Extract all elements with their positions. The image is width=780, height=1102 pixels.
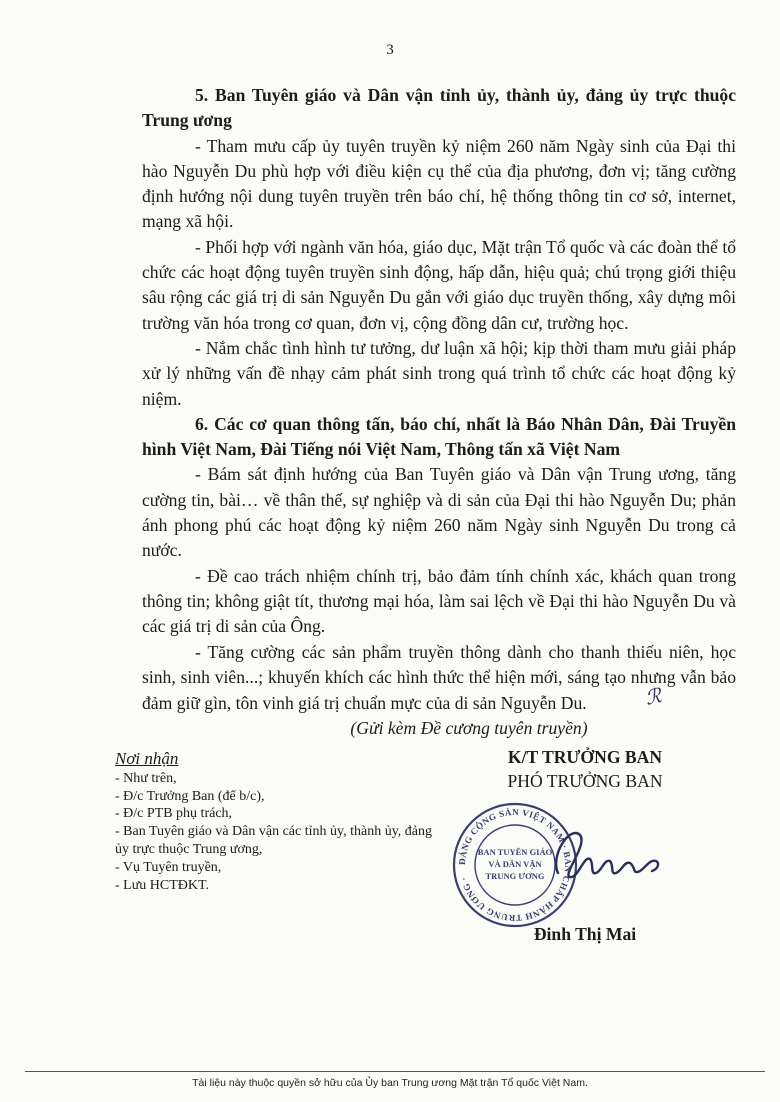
- signature-role-block: [460, 745, 710, 793]
- footer-divider: [25, 1071, 765, 1072]
- section-5-paragraph-1: - Tham mưu cấp ủy tuyên truyền kỷ niệm 260 năm Ngày sinh của Đại thi hào Nguyễn Du phù hợp với điều kiện cụ thể của địa phương, đơn vị; tăng cường định hướng nội dung tuyên truyền trên báo chí, hệ thống thông tin cơ sở, internet, mạng xã hội.: [142, 135, 736, 232]
- recipients-block: [115, 750, 445, 894]
- recipient-item: - Lưu HCTĐKT.: [115, 877, 210, 893]
- section-5-paragraph-2: - Phối hợp với ngành văn hóa, giáo dục, Mặt trận Tổ quốc và các đoàn thể tổ chức các hoạt động tuyên truyền sinh động, hấp dẫn, hiệu quả; chú trọng giới thiệu sâu rộng các giá trị di sản Nguyễn Du gắn với giáo dục truyền thống, xây dựng môi trường văn hóa trong cơ quan, đơn vị, cộng đồng dân cư, trường học.: [142, 236, 736, 333]
- section-6-heading: 6. Các cơ quan thông tấn, báo chí, nhất là Báo Nhân Dân, Đài Truyền hình Việt Nam, Đài Tiếng nói Việt Nam, Thông tấn xã Việt Nam: [142, 413, 736, 460]
- footer-ownership-note: Tài liệu này thuộc quyền sở hữu của Ủy ban Trung ương Mặt trận Tổ quốc Việt Nam.: [192, 1077, 588, 1089]
- initials-mark: ℛ: [642, 683, 664, 711]
- recipient-item: - Ban Tuyên giáo và Dân vận các tỉnh ủy, thành ủy, đảng ủy trực thuộc Trung ương,: [115, 824, 433, 857]
- role-line-2: PHÓ TRƯỞNG BAN: [507, 771, 663, 791]
- seal-inner-line-3: TRUNG ƯƠNG: [485, 871, 545, 881]
- enclosure-note: (Gửi kèm Đề cương tuyên truyền): [350, 718, 588, 739]
- seal-inner-line-1: BAN TUYÊN GIÁO: [477, 847, 553, 857]
- handwritten-signature: [540, 815, 670, 895]
- section-6-paragraph-1: - Bám sát định hướng của Ban Tuyên giáo và Dân vận Trung ương, tăng cường tin, bài… về thân thế, sự nghiệp và di sản của Đại thi hào Nguyễn Du; phản ánh phong phú các hoạt động kỷ niệm 260 năm Ngày sinh Nguyễn Du trong cả nước.: [142, 464, 736, 561]
- page-number: 3: [386, 42, 394, 58]
- section-5-heading: 5. Ban Tuyên giáo và Dân vận tỉnh ủy, thành ủy, đảng ủy trực thuộc Trung ương: [142, 85, 736, 131]
- seal-inner-line-2: VÀ DÂN VẬN: [488, 859, 542, 869]
- recipient-item: - Như trên,: [115, 770, 177, 786]
- document-body: [142, 83, 736, 742]
- section-6-paragraph-3: [142, 640, 736, 717]
- recipients-title: Nơi nhận: [115, 749, 179, 768]
- recipient-item: - Đ/c PTB phụ trách,: [115, 806, 233, 822]
- signer-name: Đinh Thị Mai: [533, 924, 637, 944]
- section-6-paragraph-2: - Đề cao trách nhiệm chính trị, bảo đảm tính chính xác, khách quan trong thông tin; không giật tít, thương mại hóa, làm sai lệch về Đại thi hào Nguyễn Du và các giá trị di sản của Ông.: [142, 565, 736, 637]
- role-line-1: K/T TRƯỞNG BAN: [507, 747, 663, 767]
- recipient-item: - Vụ Tuyên truyền,: [115, 859, 222, 875]
- section-5-paragraph-3: - Nắm chắc tình hình tư tưởng, dư luận xã hội; kịp thời tham mưu giải pháp xử lý những vấn đề nhạy cảm phát sinh trong quá trình tổ chức các hoạt động kỷ niệm.: [142, 337, 736, 409]
- section-6-paragraph-3-text: - Tăng cường các sản phẩm truyền thông dành cho thanh thiếu niên, học sinh, sinh viên...; khuyến khích các hình thức thể hiện mới, sáng tạo nhưng vẫn bảo đảm giữ gìn, tôn vinh giá trị chuẩn mực của di sản Nguyễn Du.: [142, 641, 736, 714]
- seal-outer-text: ĐẢNG CỘNG SẢN VIỆT NAM · BAN CHẤP HÀNH TRUNG ƯƠNG ·: [456, 806, 574, 924]
- recipient-item: - Đ/c Trưởng Ban (để b/c),: [115, 788, 265, 804]
